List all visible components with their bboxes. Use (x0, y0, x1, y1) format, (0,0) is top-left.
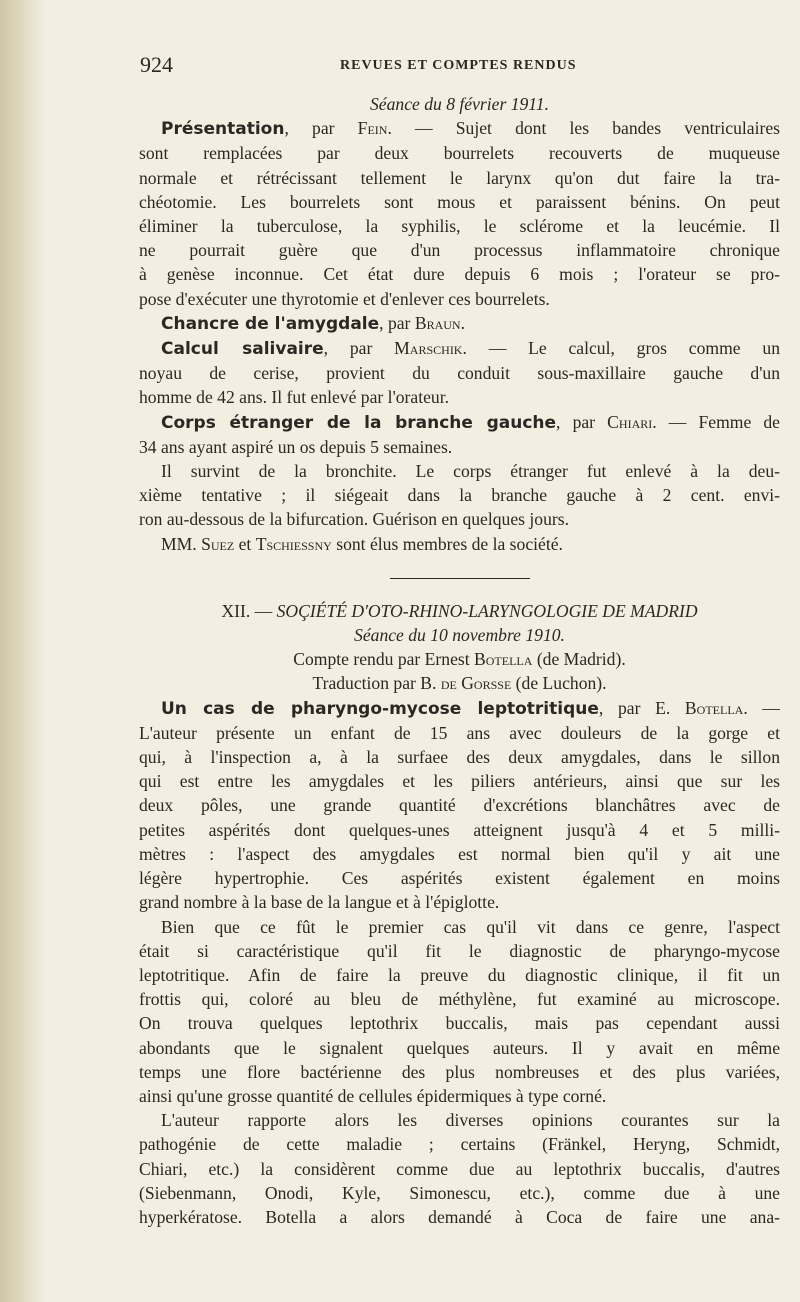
paragraph-calcul-line-1: Calcul salivaire, par Marschik. — Le calcul, gros comme un (161, 338, 780, 360)
paragraph-line: frottis qui, coloré au bleu de méthylène, fut examiné au microscope. (139, 989, 780, 1010)
paragraph-line: sont remplacées par deux bourrelets recouverts de muqueuse (139, 143, 780, 164)
reporter-botella: Botella (474, 649, 533, 670)
paragraph-line: Chiari, etc.) la considèrent comme due au leptothrix buccalis, d'autres (139, 1158, 780, 1179)
session-date-1: Séance du 8 février 1911. (370, 94, 549, 114)
member-suez: Suez (201, 533, 235, 554)
paragraph-line: temps une flore bactérienne des plus nombreuses et des plus variées, (139, 1061, 780, 1082)
paragraph-line: Il survint de la bronchite. Le corps étranger fut enlevé à la deu- (161, 461, 780, 482)
paragraph-line: (Siebenmann, Onodi, Kyle, Simonescu, etc.), comme due à une (139, 1182, 780, 1203)
entry-title-corps-etranger: Corps étranger de la branche gauche (161, 412, 557, 433)
paragraph-line: chéotomie. Les bourrelets sont mous et paraissent bénins. On peut (139, 191, 780, 212)
paragraph-pharyngo-line-1: Un cas de pharyngo-mycose leptotritique, par E. Botella. — (161, 697, 780, 719)
paragraph-line: abondants que le signalent quelques auteurs. Il y avait en même (139, 1037, 780, 1058)
member-tschiessny: Tschiessny (255, 533, 332, 554)
running-head: REVUES ET COMPTES RENDUS (340, 58, 577, 73)
paragraph-presentation-line-1: Présentation, par Fein. — Sujet dont les bandes ventriculaires (161, 118, 780, 140)
paragraph-new-members: MM. Suez et Tschiessny sont élus membres de la société. (161, 533, 563, 554)
body-text (139, 92, 780, 1229)
section-number: XII. — (221, 600, 277, 621)
author-fein: Fein (357, 118, 388, 139)
paragraph-line: pathogénie de cette maladie ; certains (Fränkel, Heryng, Schmidt, (139, 1134, 780, 1155)
author-chiari: Chiari (607, 411, 653, 432)
paragraph-line: deux pôles, une grande quantité d'excrétions blanchâtres avec de (139, 795, 780, 816)
paragraph-line: mètres : l'aspect des amygdales est normal bien qu'il y ait une (139, 843, 780, 864)
paragraph-line: homme de 42 ans. Il fut enlevé par l'orateur. (139, 387, 449, 408)
report-credit: Compte rendu par Ernest Botella (de Madrid). (293, 649, 626, 670)
entry-title-presentation: Présentation (161, 119, 285, 140)
paragraph-line: petites aspérités dont quelques-unes atteignent jusqu'à 4 et 5 milli- (139, 819, 780, 840)
page-number: 924 (140, 52, 173, 77)
author-marschik: Marschik (394, 338, 463, 359)
paragraph-line: à genèse inconnue. Cet état dure depuis 6 mois ; l'orateur se pro- (139, 264, 780, 285)
section-divider (390, 578, 530, 579)
entry-title-calcul: Calcul salivaire (161, 339, 324, 360)
paragraph-line: noyau de cerise, provient du conduit sous-maxillaire gauche d'un (139, 363, 780, 384)
paragraph-line: grand nombre à la base de la langue et à l'épiglotte. (139, 892, 500, 913)
paragraph-line: hyperkératose. Botella a alors demandé à Coca de faire une ana- (139, 1206, 780, 1227)
page-header (140, 44, 780, 78)
paragraph-line: ne pourrait guère que d'un processus inflammatoire chronique (139, 240, 780, 261)
translator-de-gorsse: de Gorsse (440, 673, 512, 694)
paragraph-line: L'auteur rapporte alors les diverses opinions courantes sur la (161, 1110, 780, 1131)
paragraph-line: 34 ans ayant aspiré un os depuis 5 semaines. (139, 436, 453, 457)
session-date-2: Séance du 10 novembre 1910. (354, 625, 565, 646)
paragraph-line: qui, à l'inspection a, à la surfaee des deux amygdales, dans le sillon (139, 747, 780, 768)
paragraph-line: xième tentative ; il siégeait dans la branche gauche à 2 cent. envi- (139, 485, 780, 506)
entry-title-chancre: Chancre de l'amygdale (161, 313, 380, 334)
paragraph-line: était si caractéristique qu'il fit le diagnostic de pharyngo-mycose (139, 940, 780, 961)
author-braun: Braun (414, 312, 461, 333)
section-heading (139, 599, 780, 623)
entry-title-pharyngo-mycose: Un cas de pharyngo-mycose leptotritique (161, 698, 599, 719)
paragraph-line: ron au-dessous de la bifurcation. Guérison en quelques jours. (139, 509, 569, 530)
author-botella: Botella (684, 697, 744, 718)
paragraph-line: qui est entre les amygdales et les piliers antérieurs, ainsi que sur les (139, 771, 780, 792)
paragraph-line: pose d'exécuter une thyrotomie et d'enlever ces bourrelets. (139, 288, 550, 309)
paragraph-line: L'auteur présente un enfant de 15 ans avec douleurs de la gorge et (139, 722, 780, 743)
paragraph-line: leptotritique. Afin de faire la preuve du diagnostic clinique, il fit un (139, 964, 780, 985)
paragraph-line: ainsi qu'une grosse quantité de cellules épidermiques à type corné. (139, 1085, 607, 1106)
paragraph-corps-line-1: Corps étranger de la branche gauche, par Chiari. — Femme de (161, 411, 780, 433)
section-title: SOÇIÉTÉ D'OTO-RHINO-LARYNGOLOGIE DE MADRID (276, 600, 698, 621)
paragraph-line: légère hypertrophie. Ces aspérités existent également en moins (139, 868, 780, 889)
translation-credit: Traduction par B. de Gorsse (de Luchon). (312, 673, 607, 694)
paragraph-chancre: Chancre de l'amygdale, par Braun. (161, 312, 465, 334)
paragraph-line: On trouva quelques leptothrix buccalis, mais pas cependant aussi (139, 1013, 780, 1034)
paragraph-line: éliminer la tuberculose, la syphilis, le sclérome et la leucémie. Il (139, 216, 780, 237)
paragraph-line: Bien que ce fût le premier cas qu'il vit dans ce genre, l'aspect (161, 916, 780, 937)
paragraph-line: normale et rétrécissant tellement le larynx qu'on dut faire la tra- (139, 167, 780, 188)
